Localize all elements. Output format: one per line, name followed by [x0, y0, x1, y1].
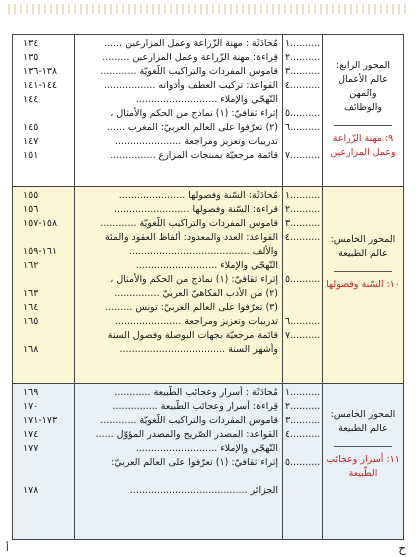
lesson-title: قِراءة: مهنة الزّراعة وعمل المزارعين ......... [102, 52, 278, 63]
lesson-numbers-column [283, 35, 323, 186]
lesson-title: القواعد: المصدر الصّريح والمصدر المؤوّل ...... [95, 429, 278, 440]
page-number: ١٣٤ [23, 38, 39, 49]
lesson-title: وأشهر السنة ................................... [119, 344, 278, 355]
lesson-title: قراءة: السّنة وفصولها ......................... [113, 204, 278, 215]
page-number: ١٦٣ [23, 288, 39, 299]
lesson-title [77, 498, 278, 512]
lesson-number: ٣.......... [285, 218, 321, 229]
page-number [13, 231, 74, 245]
lesson-title: (٣) تعرّفوا على العالم العربيّ: تونس ......... [105, 302, 278, 313]
page-number: ١٧٣-١٧١ [23, 415, 58, 426]
lesson-number [283, 343, 322, 357]
lesson-number: ٣.......... [285, 66, 321, 77]
axis-title: المحور الخامس: عالم الطبيعة [330, 234, 396, 259]
lesson-number [283, 259, 322, 273]
lesson-number: ٥.......... [285, 274, 321, 285]
lesson-title: مُحادَثَة: السّنة وفصولها ...................... [118, 190, 278, 201]
lesson-title: مُحادَثَة : أسرار وعجائب الطّبيعة ............ [114, 387, 278, 398]
lesson-titles-column [75, 384, 283, 539]
page-number: ١٤٥ [23, 122, 39, 133]
page-number: ١٧٧ [23, 443, 39, 454]
page-number: ١٦٢ [23, 260, 39, 271]
lesson-title: التّهجّي والإملاء ........................... [135, 443, 278, 454]
lesson-number: ٤.......... [285, 429, 321, 440]
lesson-title [77, 357, 278, 371]
page-number: ١٦٨ [23, 344, 39, 355]
lesson-title: والألف ........................................ [128, 246, 278, 257]
page-number: ١٦٤ [23, 302, 39, 313]
page-number [13, 498, 74, 512]
lesson-number [283, 357, 322, 371]
lesson-number: ٧.......... [285, 150, 321, 161]
lesson-titles-column [75, 35, 283, 186]
unit-title: ١٠: السّنة وفصولها [326, 279, 400, 290]
lesson-title: تدريبات وتعزيز ومراجعة ...................... [114, 136, 278, 147]
lesson-title: قاموس المفردات والتراكيب اللّغويّة ............ [100, 66, 278, 77]
lesson-number: ٥.......... [285, 108, 321, 119]
lesson-title [77, 470, 278, 484]
lesson-title: التّهجّي والإملاء ........................... [135, 94, 278, 105]
lesson-number [283, 287, 322, 301]
lesson-number [283, 301, 322, 315]
axis-column [323, 35, 403, 186]
lesson-numbers-column [283, 187, 323, 383]
page-number [13, 456, 74, 470]
lesson-number [283, 442, 322, 456]
page-number: ١٧٤ [23, 429, 39, 440]
table-of-contents [12, 34, 404, 540]
lesson-number: ٣.......... [285, 415, 321, 426]
lesson-number: ٤.......... [285, 80, 321, 91]
lesson-number: ٤.......... [285, 232, 321, 243]
toc-section-5b [13, 384, 403, 539]
lesson-number [283, 93, 322, 107]
page-numbers-column [13, 384, 75, 539]
page-number: ١٣٥ [23, 52, 39, 63]
page-number: ١٦١-١٥٩ [23, 246, 58, 257]
lesson-number: ٢.......... [285, 204, 321, 215]
page-number: ١٥٨-١٥٧ [23, 218, 58, 229]
lesson-title: (٢) تعرّفوا على العالم العربيّ: المغرب ...... [106, 122, 278, 133]
page-number: ١٥١ [23, 150, 39, 161]
lesson-number: ٦.......... [285, 316, 321, 327]
page-number: ١٧٨ [23, 485, 39, 496]
axis-column [323, 187, 403, 383]
page-number: ١٤٧ [23, 136, 39, 147]
lesson-title: (٢) من الأدب الفكاهيّ العربيّ ............... [114, 288, 278, 299]
lesson-title: تدريبات وتعزيز ومراجعة ...................... [114, 316, 278, 327]
page-number: ١٦٩ [23, 387, 39, 398]
top-decoration [8, 4, 408, 14]
axis-title: المحور الخامس: عالم الطبيعة [330, 409, 396, 434]
footer-page-letter-right: ح [398, 541, 406, 555]
axis-divider [334, 125, 392, 126]
lesson-title: إثراء ثقافيّ: (١) نماذج من الحكم والأمثال ، [110, 108, 278, 119]
page-number: ١٣٨-١٣٦ [23, 66, 58, 77]
unit-title: ٩: مهنة الزّراعة وعمل المزارعين [330, 133, 396, 158]
axis-column [323, 384, 403, 539]
lesson-title: قاموس المفردات والتراكيب اللّغويّة ............ [100, 218, 278, 229]
unit-title: ١١: أسرار وعجائب الطّبيعة [326, 454, 400, 479]
page-number [13, 329, 74, 343]
lesson-title: القواعد: العدد والمعدود: ألفاظ العقود والمئة [104, 232, 278, 243]
lesson-title: قاموس المفردات والتراكيب اللّغويّة ............ [100, 415, 278, 426]
lesson-number: ٢.......... [285, 401, 321, 412]
lesson-number [283, 245, 322, 259]
page-number: ١٦٥ [23, 316, 39, 327]
page-number: ١٥٥ [23, 190, 39, 201]
lesson-number: ٥.......... [285, 457, 321, 468]
lesson-titles-column [75, 187, 283, 383]
lesson-title: قائمة مرجعيّة بمنتجات المزارع ............... [110, 150, 278, 161]
lesson-number [283, 470, 322, 484]
lesson-numbers-column [283, 384, 323, 539]
lesson-title: قائمة مرجعيّة بجهات البوصلة وفصول السنة [107, 330, 278, 341]
lesson-number: ١.......... [285, 190, 321, 201]
axis-title: المحور الرابع: عالم الأعمال والمهن والوظائف [336, 60, 390, 113]
lesson-number: ١.......... [285, 387, 321, 398]
lesson-number: ٦.......... [285, 122, 321, 133]
lesson-number: ٧.......... [285, 330, 321, 341]
page-number [13, 107, 74, 121]
page-number [13, 357, 74, 371]
axis-divider [334, 271, 392, 272]
lesson-title: قِراءة: أسرار وعجائب الطّبيعة ............... [112, 401, 278, 412]
footer-page-letter-left: أ [6, 543, 9, 554]
lesson-title: التّهجّي والإملاء ........................... [135, 260, 278, 271]
lesson-title: الجزائر ....................................... [129, 485, 278, 496]
axis-divider [334, 446, 392, 447]
lesson-number: ٢.......... [285, 52, 321, 63]
page-number [13, 470, 74, 484]
page-numbers-column [13, 35, 75, 186]
lesson-number [283, 484, 322, 498]
page-number: ١٧٠ [23, 401, 39, 412]
lesson-number [283, 498, 322, 512]
toc-section-4 [13, 35, 403, 187]
page-number: ١٥٦ [23, 204, 39, 215]
lesson-number: ١.......... [285, 38, 321, 49]
page-number: ١٤٤-١٤١ [23, 80, 58, 91]
lesson-title: مُحادَثَة : مهنة الزّراعة وعمل المزارعين ...... [104, 38, 278, 49]
page-number [13, 273, 74, 287]
page-number: ١٤٤ [23, 94, 39, 105]
page-numbers-column [13, 187, 75, 383]
lesson-number [283, 135, 322, 149]
lesson-title: إثراء ثقافيّ: (١) نماذج من الحكم والأمثال ، [110, 274, 278, 285]
lesson-title: إثراء ثقافيّ: (١) تعرّفوا على العالم العربيّ: [111, 457, 278, 468]
toc-section-5 [13, 187, 403, 384]
lesson-title: القواعد: تركيب العطف وأدواته ................. [104, 80, 278, 91]
